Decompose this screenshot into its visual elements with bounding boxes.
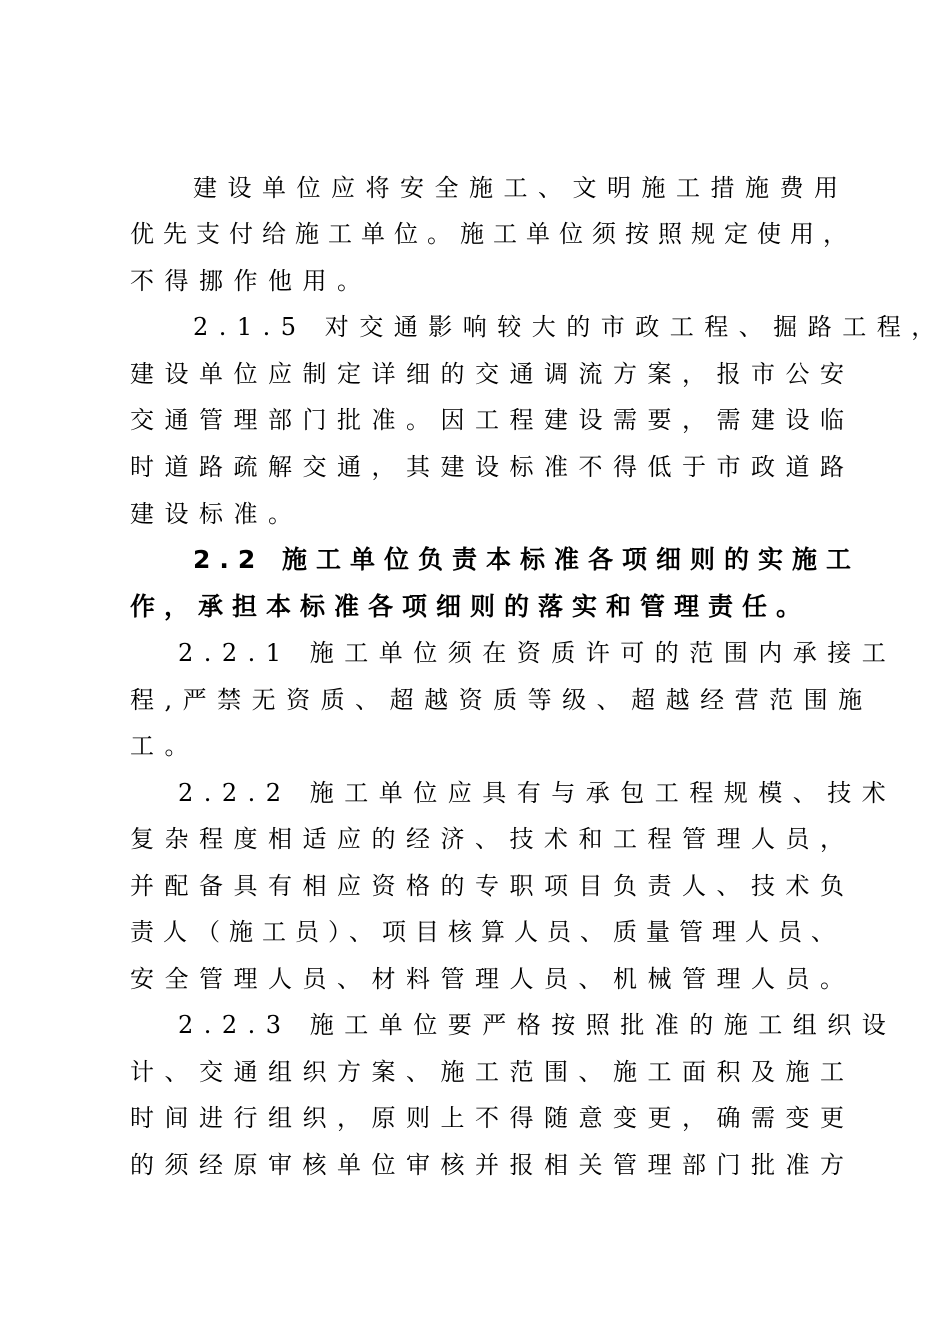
section-2-2-2: 2.2.2 施工单位应具有与承包工程规模、技术 [178, 779, 897, 807]
section-heading-2-2-cont: 作，承担本标准各项细则的落实和管理责任。 [130, 592, 811, 621]
section-2-1-5: 2.1.5 对交通影响较大的市政工程、掘路工程， [193, 313, 946, 341]
text-line: 建设单位应将安全施工、文明施工措施费用 [193, 174, 849, 202]
text-line: 责人（施工员）、项目核算人员、质量管理人员、 [130, 918, 844, 946]
text-line: 建设单位应制定详细的交通调流方案，报市公安 [130, 360, 855, 388]
text-line: 优先支付给施工单位。施工单位须按照规定使用， [130, 220, 856, 248]
text-line: 建设标准。 [130, 500, 303, 528]
text-line: 复杂程度相适应的经济、技术和工程管理人员， [130, 825, 855, 853]
section-heading-2-2: 2.2 施工单位负责本标准各项细则的实施工 [193, 545, 860, 574]
text-line: 工。 [130, 732, 199, 760]
text-line: 的须经原审核单位审核并报相关管理部门批准方 [130, 1151, 855, 1179]
text-line: 安全管理人员、材料管理人员、机械管理人员。 [130, 965, 855, 993]
text-line: 交通管理部门批准。因工程建设需要，需建设临 [130, 406, 855, 434]
text-line: 计、交通组织方案、施工范围、施工面积及施工 [130, 1058, 855, 1086]
text-line: 程,严禁无资质、超越资质等级、超越经营范围施 [130, 686, 873, 714]
text-line: 不得挪作他用。 [130, 267, 372, 295]
section-2-2-1: 2.2.1 施工单位须在资质许可的范围内承接工 [178, 639, 897, 667]
text-line: 并配备具有相应资格的专职项目负责人、技术负 [130, 872, 855, 900]
text-line: 时间进行组织，原则上不得随意变更，确需变更 [130, 1104, 855, 1132]
text-line: 时道路疏解交通，其建设标准不得低于市政道路 [130, 453, 855, 481]
section-2-2-3: 2.2.3 施工单位要严格按照批准的施工组织设 [178, 1011, 897, 1039]
